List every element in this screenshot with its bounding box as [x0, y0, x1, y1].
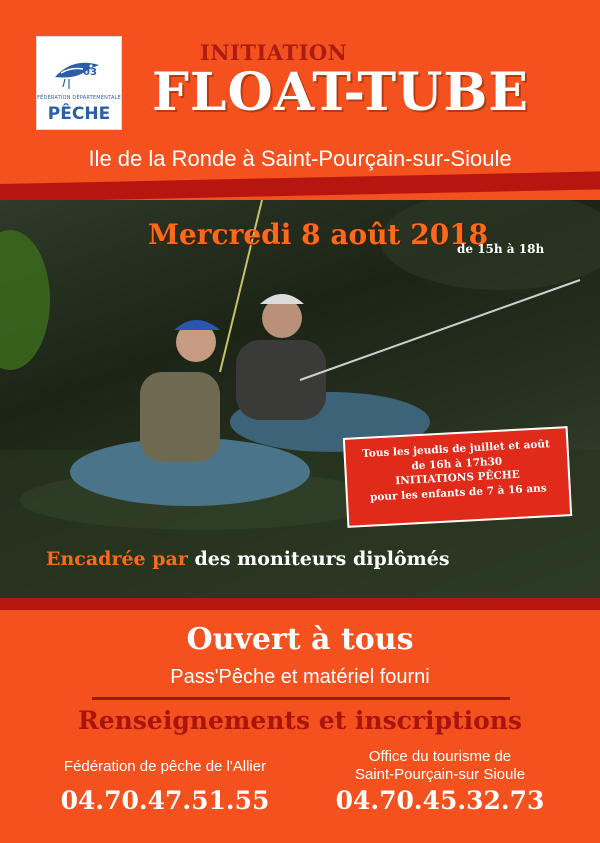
contact-left-phone: 04.70.47.51.55 — [60, 786, 270, 815]
top-band — [0, 171, 600, 202]
float-tube-photo — [0, 200, 600, 602]
logo-federation-text: FÉDÉRATION DÉPARTEMENTALE — [37, 95, 121, 101]
supervision-part-2: des moniteurs diplômés — [187, 548, 450, 570]
fishermen-illustration — [0, 200, 600, 602]
supervision-part-1: Encadrée par — [46, 548, 188, 570]
open-headline: Ouvert à tous — [186, 622, 414, 657]
contact-right-name-line-2: Saint-Pourçain-sur Sioule — [354, 766, 526, 783]
fish-icon — [43, 43, 115, 95]
contact-right-phone: 04.70.45.32.73 — [335, 786, 545, 815]
location-text: Ile de la Ronde à Saint-Pourçain-sur-Sioule — [88, 146, 512, 171]
kids-initiation-box — [343, 426, 572, 528]
separator-line — [92, 697, 510, 700]
bottom-band — [0, 598, 600, 610]
supervision-text — [46, 548, 450, 570]
federation-logo — [36, 36, 122, 130]
contact-right-name-line-1: Office du tourisme de — [368, 748, 512, 765]
kids-line-2: de 16h à 17h30 — [411, 455, 503, 472]
contact-right-name — [310, 748, 570, 784]
contact-left-name: Fédération de pêche de l'Allier — [63, 758, 267, 775]
open-subline: Pass'Pêche et matériel fourni — [170, 666, 430, 688]
kids-line-3: INITIATIONS PÊCHE — [395, 468, 521, 488]
logo-department-number: 03 — [83, 67, 97, 78]
event-date: Mercredi 8 août 2018 — [148, 218, 489, 251]
kids-line-1: Tous les jeudis de juillet et août — [361, 438, 551, 460]
initiation-label: INITIATION — [200, 40, 348, 65]
event-hours: de 15h à 18h — [457, 242, 545, 256]
logo-peche-text: PÊCHE — [47, 104, 111, 124]
info-title: Renseignements et inscriptions — [77, 706, 522, 735]
kids-line-4: pour les enfants de 7 à 16 ans — [369, 481, 547, 504]
poster-title: FLOAT-TUBE — [152, 62, 529, 123]
